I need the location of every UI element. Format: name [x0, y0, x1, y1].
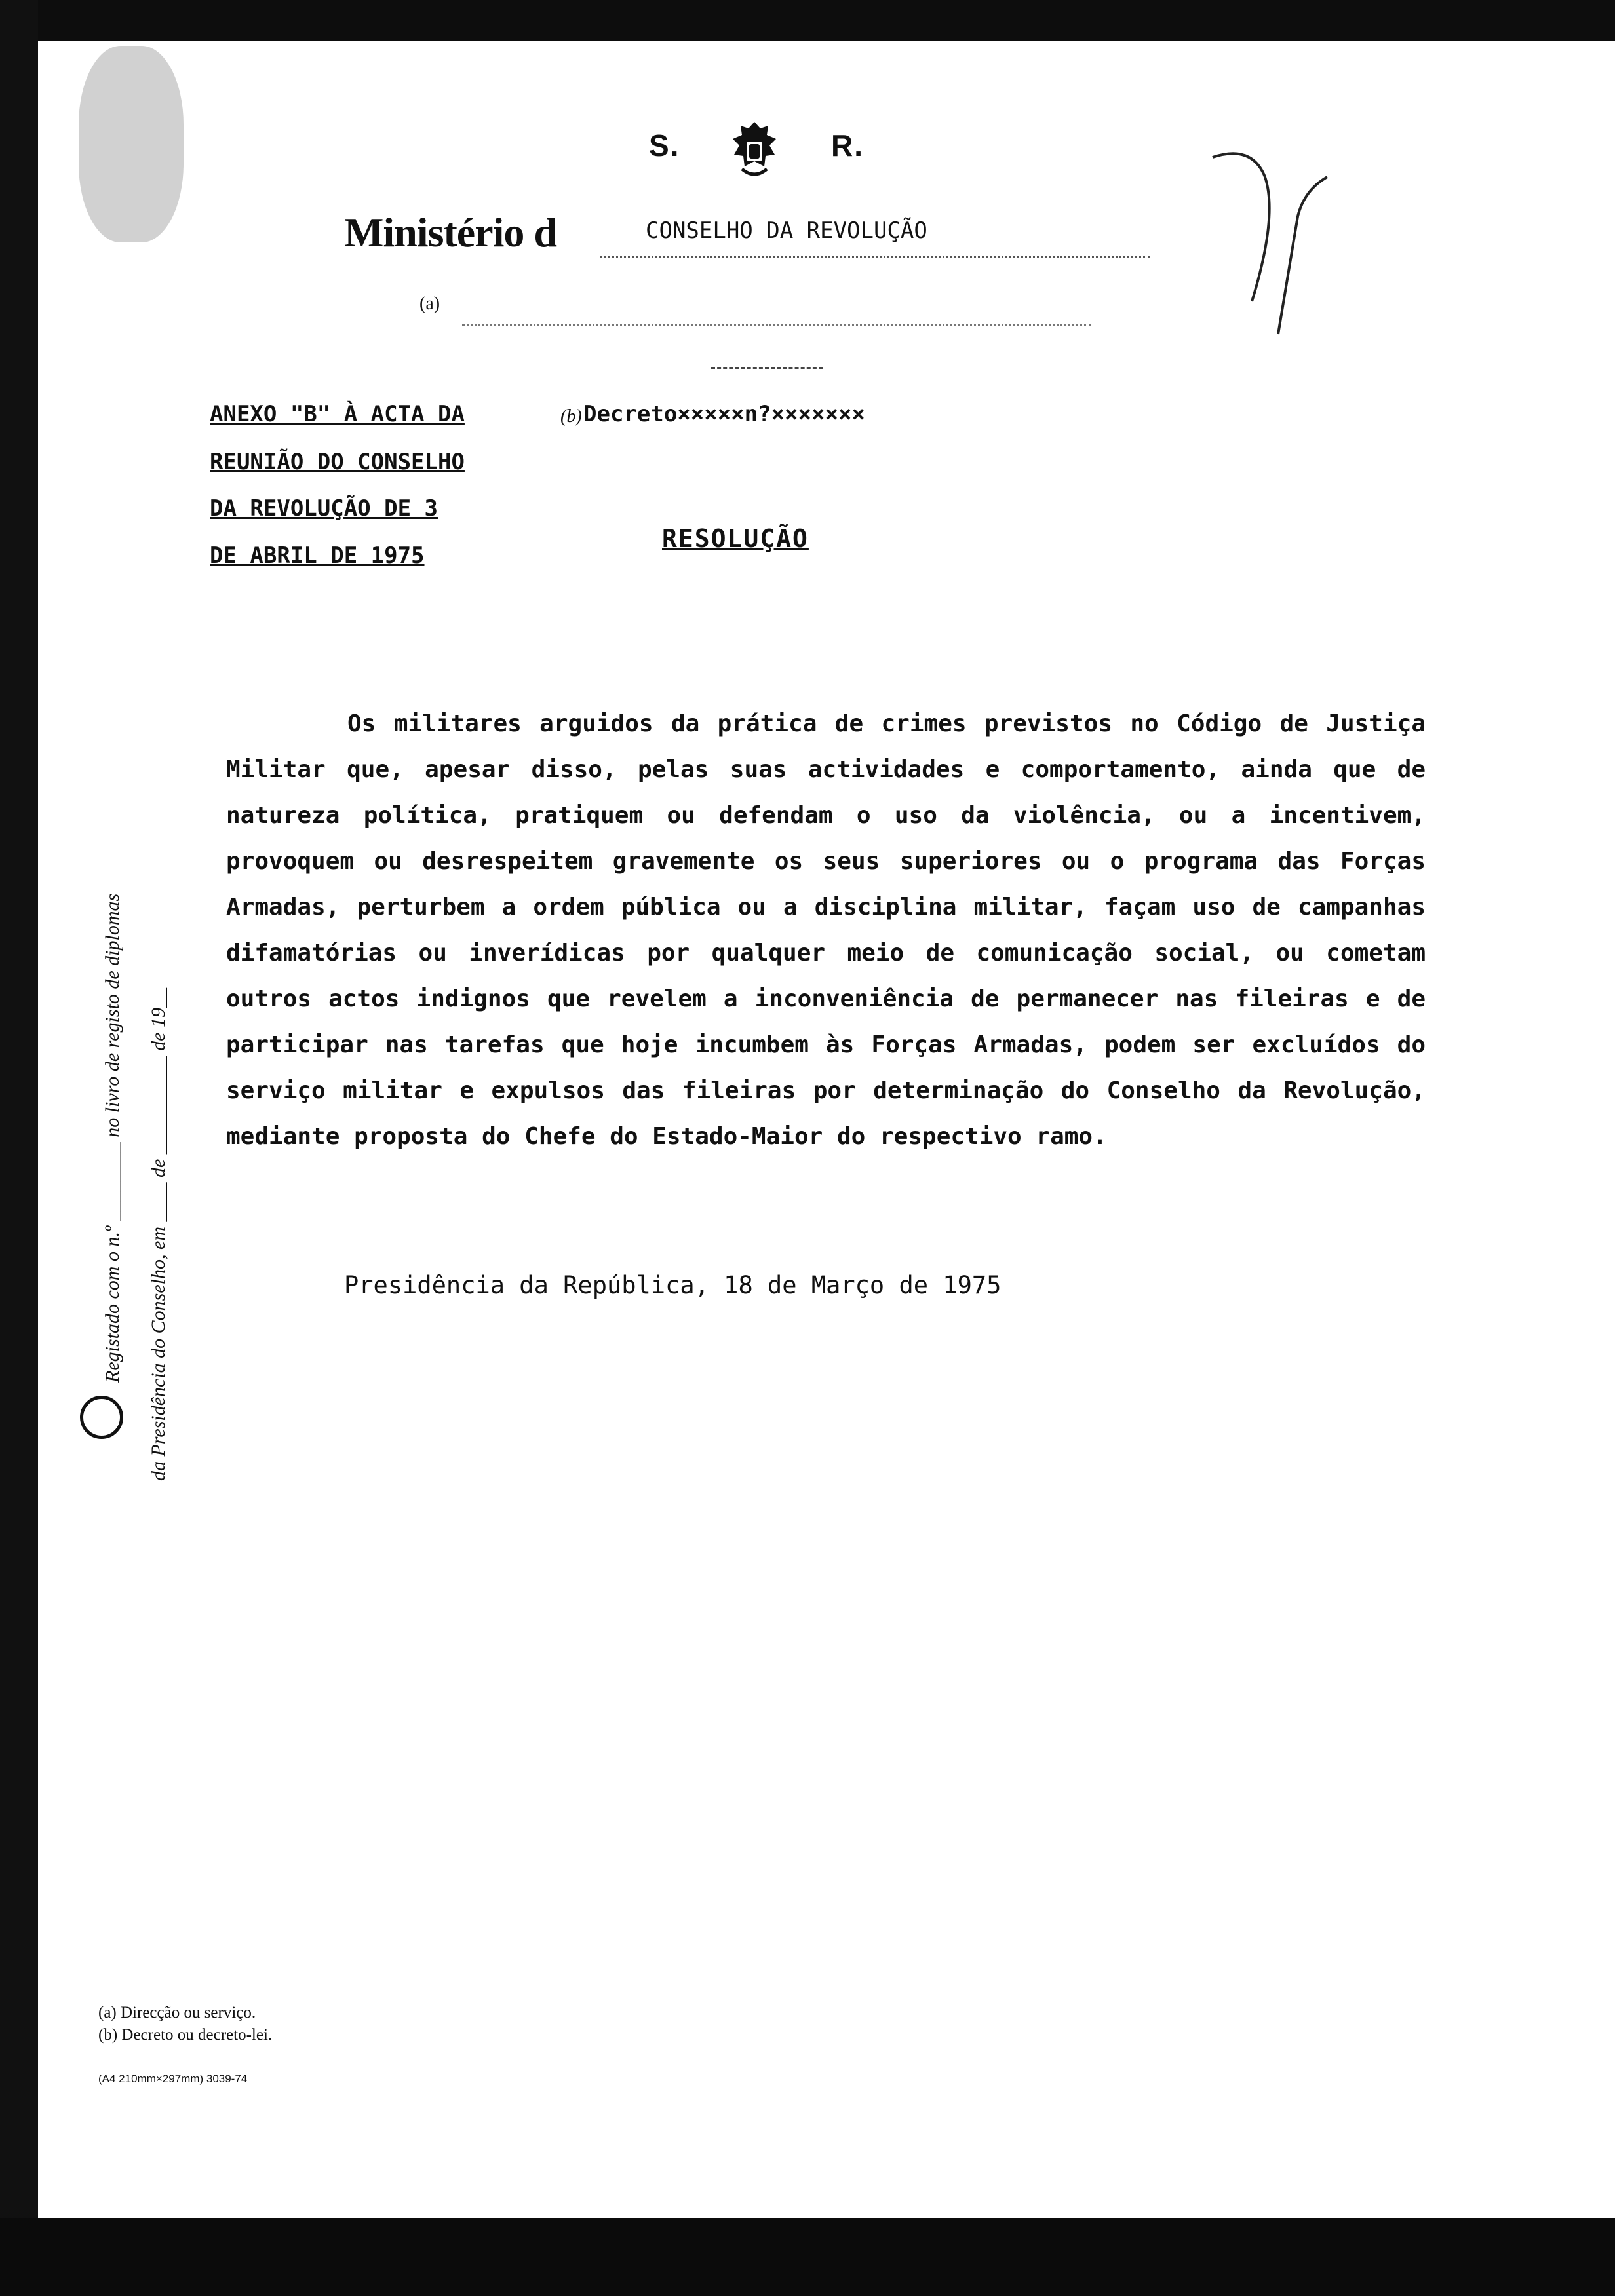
letterhead-left: S.: [649, 128, 680, 163]
closing-place-date: Presidência da República, 18 de Março de 1975: [344, 1271, 1002, 1299]
resolution-body: Os militares arguidos da prática de crimes previstos no Código de Justiça Militar que, apesar disso, pelas suas actividades e comportamento, ainda que de natureza política, pratiquem ou defendam o uso da violência, ou a incentivem, provoquem ou desrespeitem gravemente os seus superiores ou o programa das Forças Armadas, perturbem a ordem pública ou a disciplina militar, façam uso de campanhas difamatórias ou inverídicas por qualquer meio de comunicação social, ou cometam outros actos indignos que revelem a inconveniência de permanecer nas fileiras e de participar nas tarefas que hoje incumbem às Forças Armadas, podem ser excluídos do serviço militar e expulsos das fileiras por determinação do Conselho da Revolução, mediante proposta do Chefe do Estado-Maior do respectivo ramo.: [226, 710, 1426, 1150]
document-title: RESOLUÇÃO: [662, 524, 809, 553]
service-dotted-line: [462, 324, 1091, 326]
annex-line-4: DE ABRIL DE 1975: [210, 543, 425, 569]
coat-of-arms-icon: [729, 119, 780, 182]
annex-line-2: REUNIÃO DO CONSELHO: [210, 449, 465, 475]
marker-b: (b): [560, 406, 582, 427]
decree-struck-text: Decreto×××××n?×××××××: [583, 401, 865, 427]
margin-registration-line-2: da Presidência do Conselho, em ____ de __________ de 19__: [147, 987, 169, 1481]
margin-registration-line-1: Registado com o n.º ________ no livro de registo de diplomas: [102, 893, 123, 1383]
footnote-a: (a) Direcção ou serviço.: [98, 2004, 256, 2021]
scan-border-left: [0, 0, 38, 2296]
annex-line-1: ANEXO "B" À ACTA DA: [210, 401, 465, 427]
ministry-value: CONSELHO DA REVOLUÇÃO: [646, 218, 927, 244]
separator-dash: [711, 367, 823, 369]
ministry-label: Ministério d: [344, 209, 556, 256]
marker-a: (a): [419, 294, 440, 314]
registration-stamp-icon: [80, 1396, 123, 1439]
ministry-dotted-line: [600, 256, 1150, 258]
scan-border-top: [0, 0, 1615, 41]
form-code: (A4 210mm×297mm) 3039-74: [98, 2073, 248, 2085]
letterhead-right: R.: [831, 128, 864, 163]
handwritten-signature: [1206, 138, 1331, 341]
footnote-b: (b) Decreto ou decreto-lei.: [98, 2026, 273, 2044]
annex-line-3: DA REVOLUÇÃO DE 3: [210, 495, 438, 522]
scan-smudge: [79, 46, 184, 242]
scan-border-bottom: [0, 2218, 1615, 2296]
